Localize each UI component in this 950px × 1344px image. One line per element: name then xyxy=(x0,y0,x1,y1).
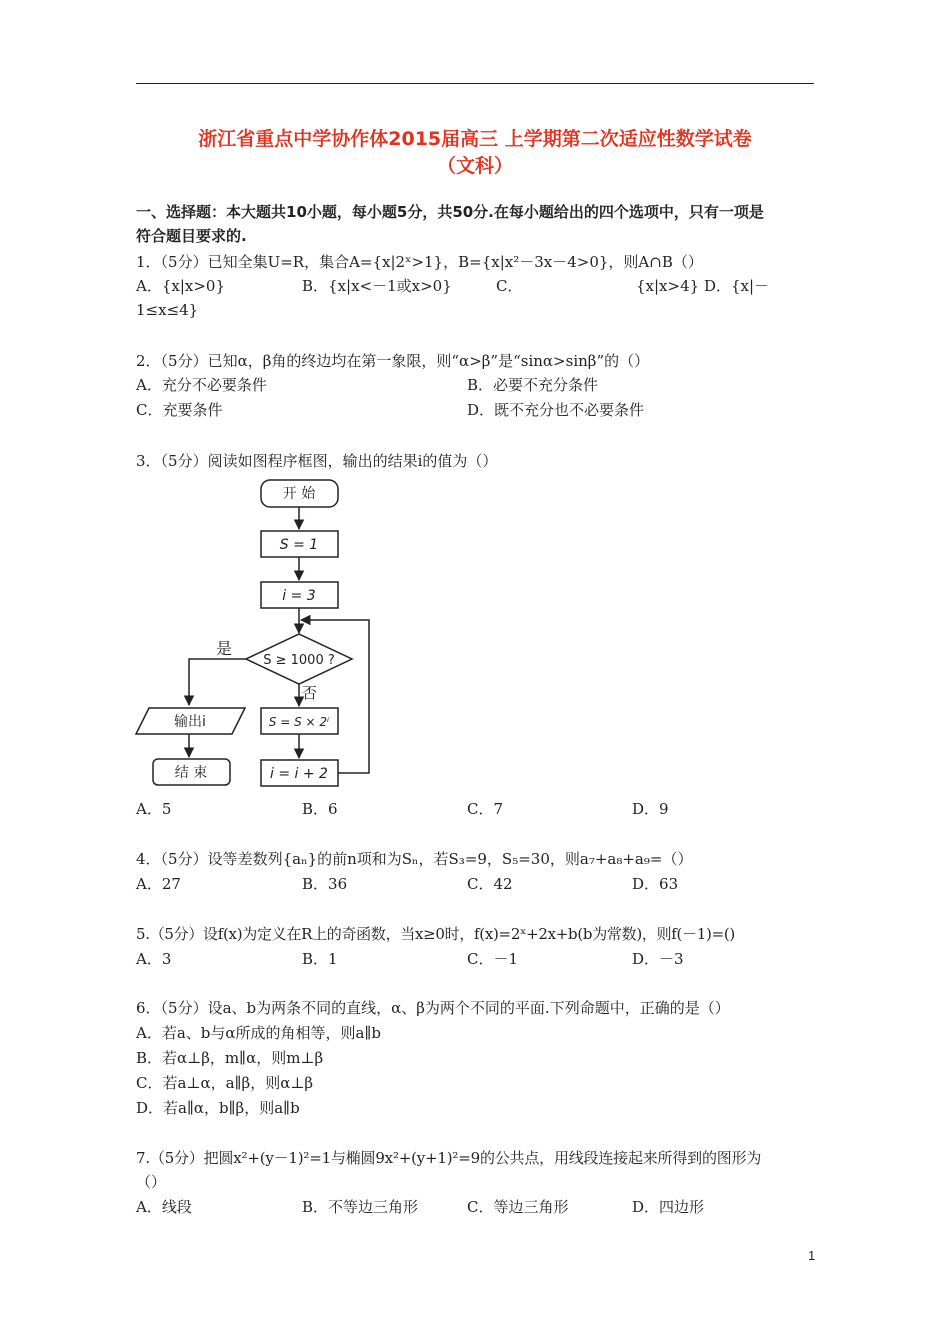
question-1-option-d-cont: 1≤x≤4} xyxy=(136,301,199,319)
paper-subtitle: （文科） xyxy=(436,155,513,177)
question-6-option-c: C．若a⊥α，a∥β，则α⊥β xyxy=(136,1074,314,1092)
question-3-option-a: A．5 xyxy=(136,800,172,818)
question-1-stem: 1．（5分）已知全集U=R，集合A={x|2ˣ>1}，B={x|x²－3x－4>0}，则A∩B（） xyxy=(136,253,703,271)
question-2-option-a: A．充分不必要条件 xyxy=(136,376,267,394)
question-7-option-b: B．不等边三角形 xyxy=(302,1198,419,1216)
question-4-option-a: A．27 xyxy=(136,875,181,893)
flow-update-i-label: i = i + 2 xyxy=(270,766,328,782)
question-3-stem: 3．（5分）阅读如图程序框图，输出的结果i的值为（） xyxy=(136,452,498,470)
question-2-stem: 2．（5分）已知α，β角的终边均在第一象限，则“α>β”是“sinα>sinβ”的（） xyxy=(136,352,650,370)
question-6-option-b: B．若α⊥β，m∥α，则m⊥β xyxy=(136,1049,324,1067)
flow-condition-label: S ≥ 1000 ? xyxy=(263,653,335,668)
page-number: 1 xyxy=(808,1248,816,1263)
question-5-option-d: D．－3 xyxy=(632,950,684,968)
question-4-option-c: C．42 xyxy=(467,875,513,893)
question-5-stem: 5.（5分）设f(x)为定义在R上的奇函数，当x≥0时，f(x)=2ˣ+2x+b(b为常数)，则f(－1)=() xyxy=(136,925,735,943)
question-3-option-b: B．6 xyxy=(302,800,338,818)
question-2-option-d: D．既不充分也不必要条件 xyxy=(467,401,645,419)
question-7-stem-cont: （） xyxy=(136,1173,167,1191)
section-heading: 一、选择题：本大题共10小题，每小题5分，共50分.在每小题给出的四个选项中，只有一项是 xyxy=(136,203,764,221)
section-heading-cont: 符合题目要求的. xyxy=(136,227,247,245)
question-7-stem: 7.（5分）把圆x²+(y－1)²=1与椭圆9x²+(y+1)²=9的公共点，用线段连接起来所得到的图形为 xyxy=(136,1149,762,1167)
flow-output-label: 输出i xyxy=(174,714,206,730)
question-1-option-a: A．{x|x>0} xyxy=(136,277,226,295)
question-2-option-c: C．充要条件 xyxy=(136,401,223,419)
question-1-option-d: {x|x>4} D．{x|－ xyxy=(636,277,770,295)
question-6-stem: 6．（5分）设a、b为两条不同的直线，α、β为两个不同的平面.下列命题中，正确的是（） xyxy=(136,999,730,1017)
question-4-option-b: B．36 xyxy=(302,875,348,893)
paper-title: 浙江省重点中学协作体2015届高三 上学期第二次适应性数学试卷 xyxy=(198,128,752,150)
flow-end-label: 结 束 xyxy=(174,765,208,781)
question-4-option-d: D．63 xyxy=(632,875,679,893)
header-rule xyxy=(136,83,814,84)
question-3-option-c: C．7 xyxy=(467,800,504,818)
question-7-option-d: D．四边形 xyxy=(632,1198,705,1216)
flow-yes-label: 是 xyxy=(216,639,233,658)
question-1-option-b: B．{x|x<－1或x>0} xyxy=(302,277,452,295)
flow-i-init-label: i = 3 xyxy=(282,588,316,604)
question-6-option-a: A．若a、b与α所成的角相等，则a∥b xyxy=(136,1024,381,1042)
question-5-option-c: C．－1 xyxy=(467,950,519,968)
flow-update-s-label: S = S × 2ⁱ xyxy=(268,715,330,729)
question-1-option-c: C． xyxy=(496,277,523,295)
question-4-stem: 4．（5分）设等差数列{aₙ}的前n项和为Sₙ，若S₃=9，S₅=30，则a₇+a₈+a₉=（） xyxy=(136,850,693,868)
question-3-option-d: D．9 xyxy=(632,800,669,818)
question-5-option-a: A．3 xyxy=(136,950,172,968)
question-7-option-a: A．线段 xyxy=(136,1198,192,1216)
flow-s-init-label: S = 1 xyxy=(279,537,319,553)
question-7-option-c: C．等边三角形 xyxy=(467,1198,569,1216)
question-6-option-d: D．若a∥α，b∥β，则a∥b xyxy=(136,1099,300,1117)
question-5-option-b: B．1 xyxy=(302,950,338,968)
flow-no-label: 否 xyxy=(302,684,318,702)
flowchart xyxy=(130,470,390,795)
question-2-option-b: B．必要不充分条件 xyxy=(467,376,599,394)
flow-start-label: 开 始 xyxy=(282,486,316,502)
